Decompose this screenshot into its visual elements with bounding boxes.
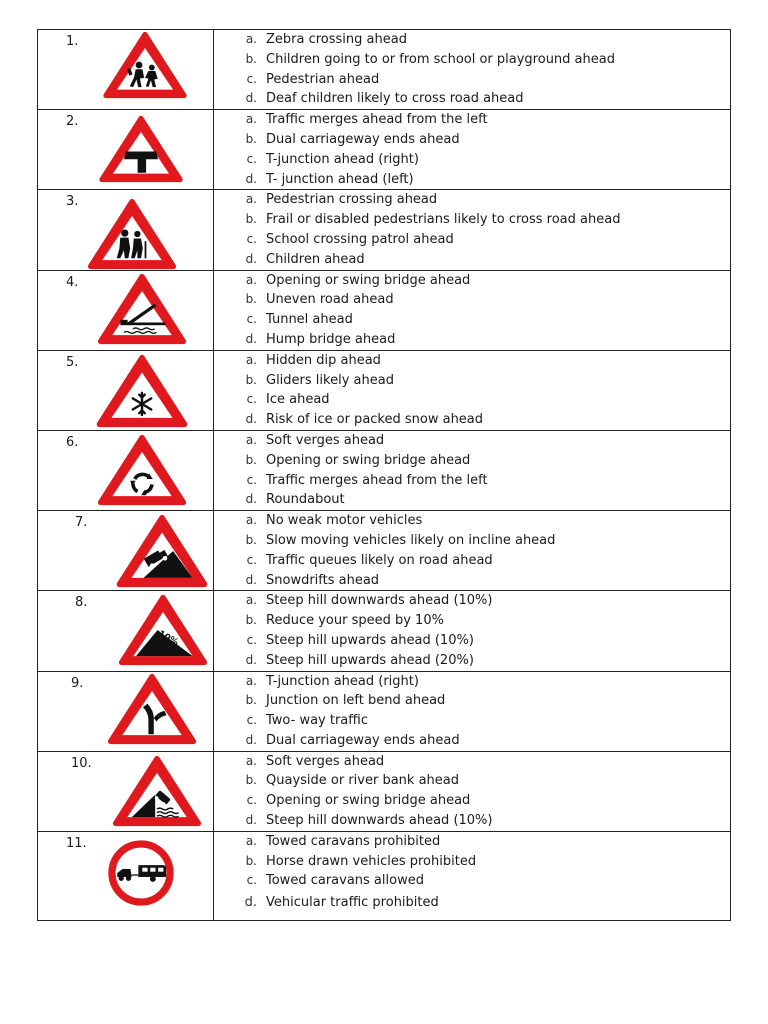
option-text: Steep hill downwards ahead (10%) — [266, 593, 493, 609]
option-text: T- junction ahead (left) — [266, 171, 414, 187]
option-letter: b. — [245, 51, 257, 66]
sign-cell — [38, 511, 214, 591]
option-letter: a. — [245, 753, 257, 768]
option-text: Children going to or from school or playground ahead — [266, 51, 615, 67]
sign-cell — [38, 430, 214, 510]
options-cell — [214, 430, 731, 510]
question-row — [38, 270, 731, 350]
option-text: T-junction ahead (right) — [266, 673, 419, 689]
option-text: Quayside or river bank ahead — [266, 773, 459, 789]
option-letter: b. — [245, 131, 257, 146]
option-letter: a. — [245, 272, 257, 287]
option-letter: d. — [245, 91, 257, 106]
option-letter: a. — [245, 673, 257, 688]
option-a[interactable] — [214, 511, 730, 531]
option-letter: a. — [245, 513, 257, 528]
option-letter: d. — [245, 331, 257, 346]
sign-cell — [38, 751, 214, 831]
junction-bend-sign-icon — [104, 673, 200, 745]
question-number: 1. — [66, 34, 79, 49]
question-number: 5. — [66, 354, 79, 370]
option-text: Junction on left bend ahead — [266, 693, 446, 709]
option-text: Frail or disabled pedestrians likely to cross road ahead — [266, 212, 621, 228]
option-letter: c. — [246, 552, 257, 567]
option-text: Hump bridge ahead — [266, 331, 396, 347]
option-d[interactable] — [214, 330, 730, 350]
option-text: No weak motor vehicles — [266, 513, 423, 529]
option-text: Soft verges ahead — [266, 753, 385, 769]
option-d[interactable] — [214, 731, 730, 751]
option-letter: a. — [245, 192, 257, 207]
children-crossing-sign-icon — [102, 31, 188, 99]
quiz-table — [37, 29, 731, 921]
steep-hill-sign-icon — [114, 594, 212, 666]
option-text: Ice ahead — [266, 392, 330, 408]
option-letter: b. — [245, 292, 257, 307]
options-cell — [214, 270, 731, 350]
option-text: Towed caravans allowed — [266, 873, 424, 889]
option-letter: c. — [246, 392, 257, 407]
option-c[interactable] — [214, 551, 730, 571]
option-text: Deaf children likely to cross road ahead — [266, 91, 524, 107]
sign-cell — [38, 270, 214, 350]
option-letter: c. — [246, 71, 257, 86]
question-row — [38, 430, 731, 510]
option-text: Opening or swing bridge ahead — [266, 793, 471, 809]
sign-cell — [38, 591, 214, 671]
option-text: Vehicular traffic prohibited — [266, 895, 439, 911]
option-letter: a. — [245, 593, 257, 608]
question-number: 7. — [75, 515, 88, 531]
option-letter: b. — [245, 452, 257, 467]
option-b[interactable] — [214, 290, 730, 310]
truck-incline-sign-icon — [112, 514, 212, 588]
question-row — [38, 591, 731, 671]
option-b[interactable] — [214, 130, 730, 150]
option-d[interactable] — [214, 89, 730, 109]
option-a[interactable] — [214, 110, 730, 130]
sign-cell — [38, 671, 214, 751]
option-letter: c. — [246, 793, 257, 808]
option-letter: a. — [245, 112, 257, 127]
option-text: Tunnel ahead — [266, 312, 353, 328]
option-a[interactable] — [214, 271, 730, 291]
option-letter: a. — [245, 432, 257, 447]
option-c[interactable] — [214, 230, 730, 250]
option-letter: d. — [245, 652, 257, 667]
options-cell — [214, 190, 731, 270]
sign-cell — [38, 350, 214, 430]
snowflake-sign-icon — [94, 354, 190, 428]
option-a[interactable] — [214, 351, 730, 371]
option-letter: c. — [246, 231, 257, 246]
options-cell — [214, 511, 731, 591]
option-text: Two- way traffic — [266, 713, 368, 729]
option-text: Children ahead — [266, 251, 365, 267]
question-row — [38, 110, 731, 190]
elderly-pedestrians-sign-icon — [84, 198, 180, 270]
question-row — [38, 751, 731, 831]
option-a[interactable] — [214, 190, 730, 210]
option-letter: a. — [245, 32, 257, 46]
option-letter: d. — [245, 492, 257, 507]
option-d[interactable] — [214, 651, 730, 671]
option-text: Opening or swing bridge ahead — [266, 272, 471, 288]
option-text: Steep hill downwards ahead (10%) — [266, 813, 493, 829]
option-text: Reduce your speed by 10% — [266, 613, 444, 629]
option-text: Uneven road ahead — [266, 292, 394, 308]
options-cell — [214, 671, 731, 751]
option-a[interactable] — [214, 431, 730, 451]
option-letter: a. — [245, 352, 257, 367]
option-text: Snowdrifts ahead — [266, 572, 380, 588]
option-text: Steep hill upwards ahead (20%) — [266, 652, 474, 668]
option-b[interactable] — [214, 531, 730, 551]
option-c[interactable] — [214, 871, 730, 891]
question-number: 10. — [71, 755, 92, 771]
question-number: 11. — [66, 835, 87, 851]
option-c[interactable] — [214, 150, 730, 170]
option-c[interactable] — [214, 471, 730, 491]
option-d[interactable] — [214, 250, 730, 270]
quayside-sign-icon — [108, 755, 206, 827]
option-letter: b. — [245, 532, 257, 547]
question-row — [38, 30, 731, 110]
option-b[interactable] — [214, 210, 730, 230]
option-c[interactable] — [214, 631, 730, 651]
option-a[interactable] — [214, 591, 730, 611]
option-d[interactable] — [214, 811, 730, 831]
option-text: Pedestrian ahead — [266, 71, 380, 87]
option-letter: d. — [245, 813, 257, 828]
swing-bridge-sign-icon — [94, 273, 190, 345]
option-letter: c. — [246, 713, 257, 728]
option-text: Towed caravans prohibited — [266, 833, 441, 849]
option-c[interactable] — [214, 390, 730, 410]
option-text: Traffic merges ahead from the left — [266, 112, 488, 128]
option-letter: c. — [246, 873, 257, 888]
option-c[interactable] — [214, 791, 730, 811]
question-number: 3. — [66, 194, 79, 210]
question-number: 6. — [66, 434, 79, 450]
option-b[interactable] — [214, 691, 730, 711]
question-row — [38, 831, 731, 920]
sign-cell — [38, 831, 214, 920]
option-text: Slow moving vehicles likely on incline ahead — [266, 532, 556, 548]
question-number: 2. — [66, 114, 79, 130]
option-c[interactable] — [214, 711, 730, 731]
options-cell — [214, 831, 731, 920]
option-a[interactable] — [214, 672, 730, 692]
question-row — [38, 190, 731, 270]
option-letter: d. — [244, 895, 257, 911]
option-text: Hidden dip ahead — [266, 352, 381, 368]
question-number: 8. — [75, 595, 88, 611]
question-row — [38, 671, 731, 751]
option-text: Soft verges ahead — [266, 432, 385, 448]
option-b[interactable] — [214, 50, 730, 70]
option-text: Traffic queues likely on road ahead — [266, 552, 493, 568]
option-letter: d. — [245, 732, 257, 747]
option-letter: c. — [246, 151, 257, 166]
question-number: 9. — [71, 675, 84, 691]
option-letter: c. — [246, 472, 257, 487]
option-text: Risk of ice or packed snow ahead — [266, 412, 484, 428]
option-text: Steep hill upwards ahead (10%) — [266, 632, 474, 648]
option-text: Gliders likely ahead — [266, 372, 394, 388]
option-text: Roundabout — [266, 492, 345, 508]
option-d[interactable] — [214, 170, 730, 190]
option-letter: b. — [245, 693, 257, 708]
t-junction-sign-icon — [98, 115, 184, 183]
option-b[interactable] — [214, 611, 730, 631]
option-text: Traffic merges ahead from the left — [266, 472, 488, 488]
option-letter: c. — [246, 632, 257, 647]
option-b[interactable] — [214, 451, 730, 471]
option-letter: b. — [245, 853, 257, 868]
option-d[interactable] — [214, 490, 730, 510]
option-letter: b. — [245, 773, 257, 788]
option-letter: c. — [246, 312, 257, 327]
gradient-label: 10% — [156, 629, 180, 649]
option-d[interactable] — [214, 410, 730, 430]
option-text: Pedestrian crossing ahead — [266, 192, 438, 208]
option-text: Horse drawn vehicles prohibited — [266, 853, 477, 869]
question-number: 4. — [66, 274, 79, 290]
question-row — [38, 511, 731, 591]
options-cell — [214, 110, 731, 190]
option-d[interactable] — [214, 571, 730, 591]
sign-cell — [38, 190, 214, 270]
option-letter: b. — [245, 212, 257, 227]
option-letter: b. — [245, 372, 257, 387]
option-letter: b. — [245, 613, 257, 628]
option-letter: d. — [245, 572, 257, 587]
question-row — [38, 350, 731, 430]
options-cell — [214, 350, 731, 430]
option-text: Dual carriageway ends ahead — [266, 732, 460, 748]
no-towed-caravans-sign-icon — [108, 840, 174, 906]
option-d[interactable] — [214, 893, 730, 913]
option-letter: d. — [245, 412, 257, 427]
options-cell — [214, 30, 731, 110]
options-cell — [214, 751, 731, 831]
option-text: Dual carriageway ends ahead — [266, 131, 460, 147]
option-c[interactable] — [214, 310, 730, 330]
option-letter: d. — [245, 171, 257, 186]
option-text: Zebra crossing ahead — [266, 32, 407, 47]
option-a[interactable] — [214, 30, 730, 50]
option-text: School crossing patrol ahead — [266, 231, 454, 247]
option-b[interactable] — [214, 852, 730, 872]
option-a[interactable] — [214, 752, 730, 772]
option-c[interactable] — [214, 70, 730, 90]
sign-cell — [38, 30, 214, 110]
option-letter: d. — [245, 251, 257, 266]
option-b[interactable] — [214, 771, 730, 791]
options-cell — [214, 591, 731, 671]
option-text: T-junction ahead (right) — [266, 151, 419, 167]
sign-cell — [38, 110, 214, 190]
roundabout-sign-icon — [94, 434, 190, 506]
option-letter: a. — [245, 833, 257, 848]
option-text: Opening or swing bridge ahead — [266, 452, 471, 468]
option-b[interactable] — [214, 371, 730, 391]
option-a[interactable] — [214, 832, 730, 852]
